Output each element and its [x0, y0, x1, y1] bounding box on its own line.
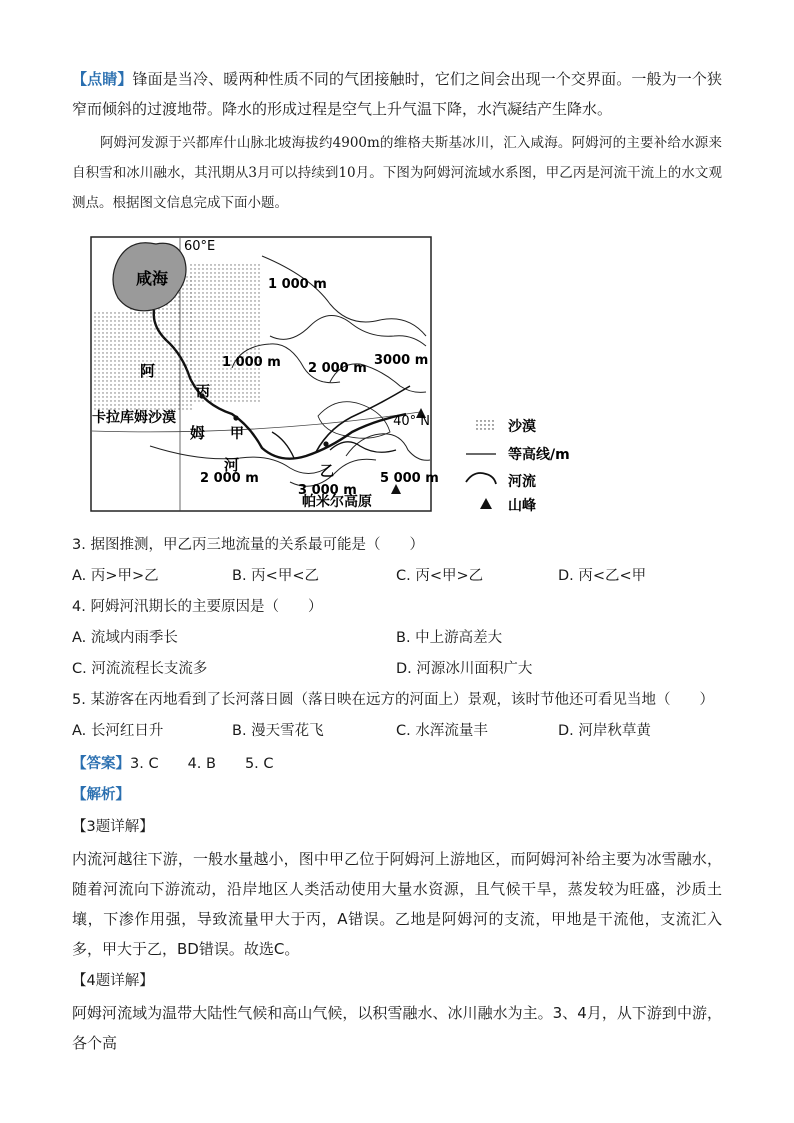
river-char-2: 姆: [190, 424, 206, 442]
point-yi-marker: [323, 441, 328, 446]
amu-river-map: [90, 236, 439, 512]
map-legend: [452, 412, 632, 522]
legend-contour-label: 等高线/m: [508, 447, 570, 463]
contour-label: 1 000 m: [268, 277, 327, 292]
contour-label: 3 000 m: [298, 483, 357, 498]
desert-label: 卡拉库姆沙漠: [92, 410, 176, 426]
contour-label: 3000 m: [374, 353, 429, 368]
q3-detail-tag: 【3题详解】: [72, 819, 154, 835]
question-5-stem: 5. 某游客在丙地看到了长河落日圆（落日映在远方的河面上）景观，该时节他还可看见当地（ ）: [72, 692, 714, 708]
q4-detail-tag: 【4题详解】: [72, 973, 154, 989]
q4-detail-text: 阿姆河流域为温带大陆性气候和高山气候，以积雪融水、冰川融水为主。3、4月，从下游到中游，各个高: [72, 1004, 722, 1052]
q3-option-b[interactable]: B. 丙<甲<乙: [232, 568, 319, 584]
point-jia-marker: [233, 415, 238, 420]
tip-text: 锋面是当冷、暖两种性质不同的气团接触时，它们之间会出现一个交界面。一般为一个狭窄而倾斜的过渡地带。降水的形成过程是空气上升气温下降，水汽凝结产生降水。: [72, 70, 722, 118]
latitude-label: 40° N: [393, 414, 430, 429]
contour-label: 2 000 m: [308, 361, 367, 376]
q4-option-d[interactable]: D. 河源冰川面积广大: [396, 661, 533, 677]
point-jia-label: 甲: [230, 426, 244, 442]
q3-detail-text: 内流河越往下游，一般水量越小，图中甲乙位于阿姆河上游地区，而阿姆河补给主要为冰雪融水，随着河流向下游流动，沿岸地区人类活动使用大量水资源，且气候干旱，蒸发较为旺盛，沙质土壤，下渗作用强，导致流量甲大于丙，A错误。乙地是阿姆河的支流，甲地是干流他，支流汇入多，甲大于乙，BD错误。故选C。: [72, 850, 722, 958]
analysis-tag: 【解析】: [72, 787, 130, 803]
river-char-1: 阿: [140, 362, 156, 380]
plateau-label: 帕米尔高原: [302, 494, 372, 510]
q5-option-b[interactable]: B. 漫天雪花飞: [232, 723, 324, 739]
question-3-options: [72, 564, 722, 588]
point-yi-label: 乙: [320, 464, 334, 480]
tip-tag: 【点睛】: [72, 70, 133, 88]
point-bing-label: 丙: [196, 384, 210, 400]
question-4-options-row2: [72, 657, 722, 681]
material-paragraph: 阿姆河发源于兴都库什山脉北坡海拔约4900m的维格夫斯基冰川，汇入咸海。阿姆河的主要补给水源来自积雪和冰川融水，其汛期从3月可以持续到10月。下图为阿姆河流域水系图，甲乙丙是河流干流上的水文观测点。根据图文信息完成下面小题。: [72, 135, 722, 211]
contour-label: 1 000 m: [222, 355, 281, 370]
q5-option-a[interactable]: A. 长河红日升: [72, 723, 164, 739]
q4-option-a[interactable]: A. 流域内雨季长: [72, 630, 178, 646]
longitude-label: 60°E: [184, 239, 216, 254]
question-4-options-row1: [72, 626, 722, 650]
legend-desert-label: 沙漠: [508, 419, 536, 435]
q3-option-a[interactable]: A. 丙>甲>乙: [72, 568, 159, 584]
q3-option-c[interactable]: C. 丙<甲>乙: [396, 568, 484, 584]
tip-paragraph: [72, 64, 722, 124]
question-5-options: [72, 719, 722, 743]
legend-river-label: 河流: [508, 474, 536, 490]
contour-label: 5 000 m: [380, 471, 439, 486]
answer-text: 3. C 4. B 5. C: [130, 756, 274, 772]
q3-option-d[interactable]: D. 丙<乙<甲: [558, 568, 647, 584]
river-char-3: 河: [224, 456, 240, 474]
lake-label: 咸海: [136, 269, 169, 288]
q5-option-d[interactable]: D. 河岸秋草黄: [558, 723, 651, 739]
answer-line: [72, 752, 274, 776]
q5-option-c[interactable]: C. 水浑流量丰: [396, 723, 488, 739]
legend-peak-label: 山峰: [508, 498, 536, 514]
answer-tag: 【答案】: [72, 756, 130, 772]
desert-area: [190, 262, 260, 402]
q4-option-b[interactable]: B. 中上游高差大: [396, 630, 503, 646]
legend-peak-icon: [480, 498, 492, 509]
q4-option-c[interactable]: C. 河流流程长支流多: [72, 661, 208, 677]
question-4-stem: 4. 阿姆河汛期长的主要原因是（ ）: [72, 599, 323, 615]
contour-label: 2 000 m: [200, 471, 259, 486]
question-3-stem: 3. 据图推测，甲乙丙三地流量的关系最可能是（ ）: [72, 537, 424, 553]
legend-river-swatch: [466, 473, 496, 484]
